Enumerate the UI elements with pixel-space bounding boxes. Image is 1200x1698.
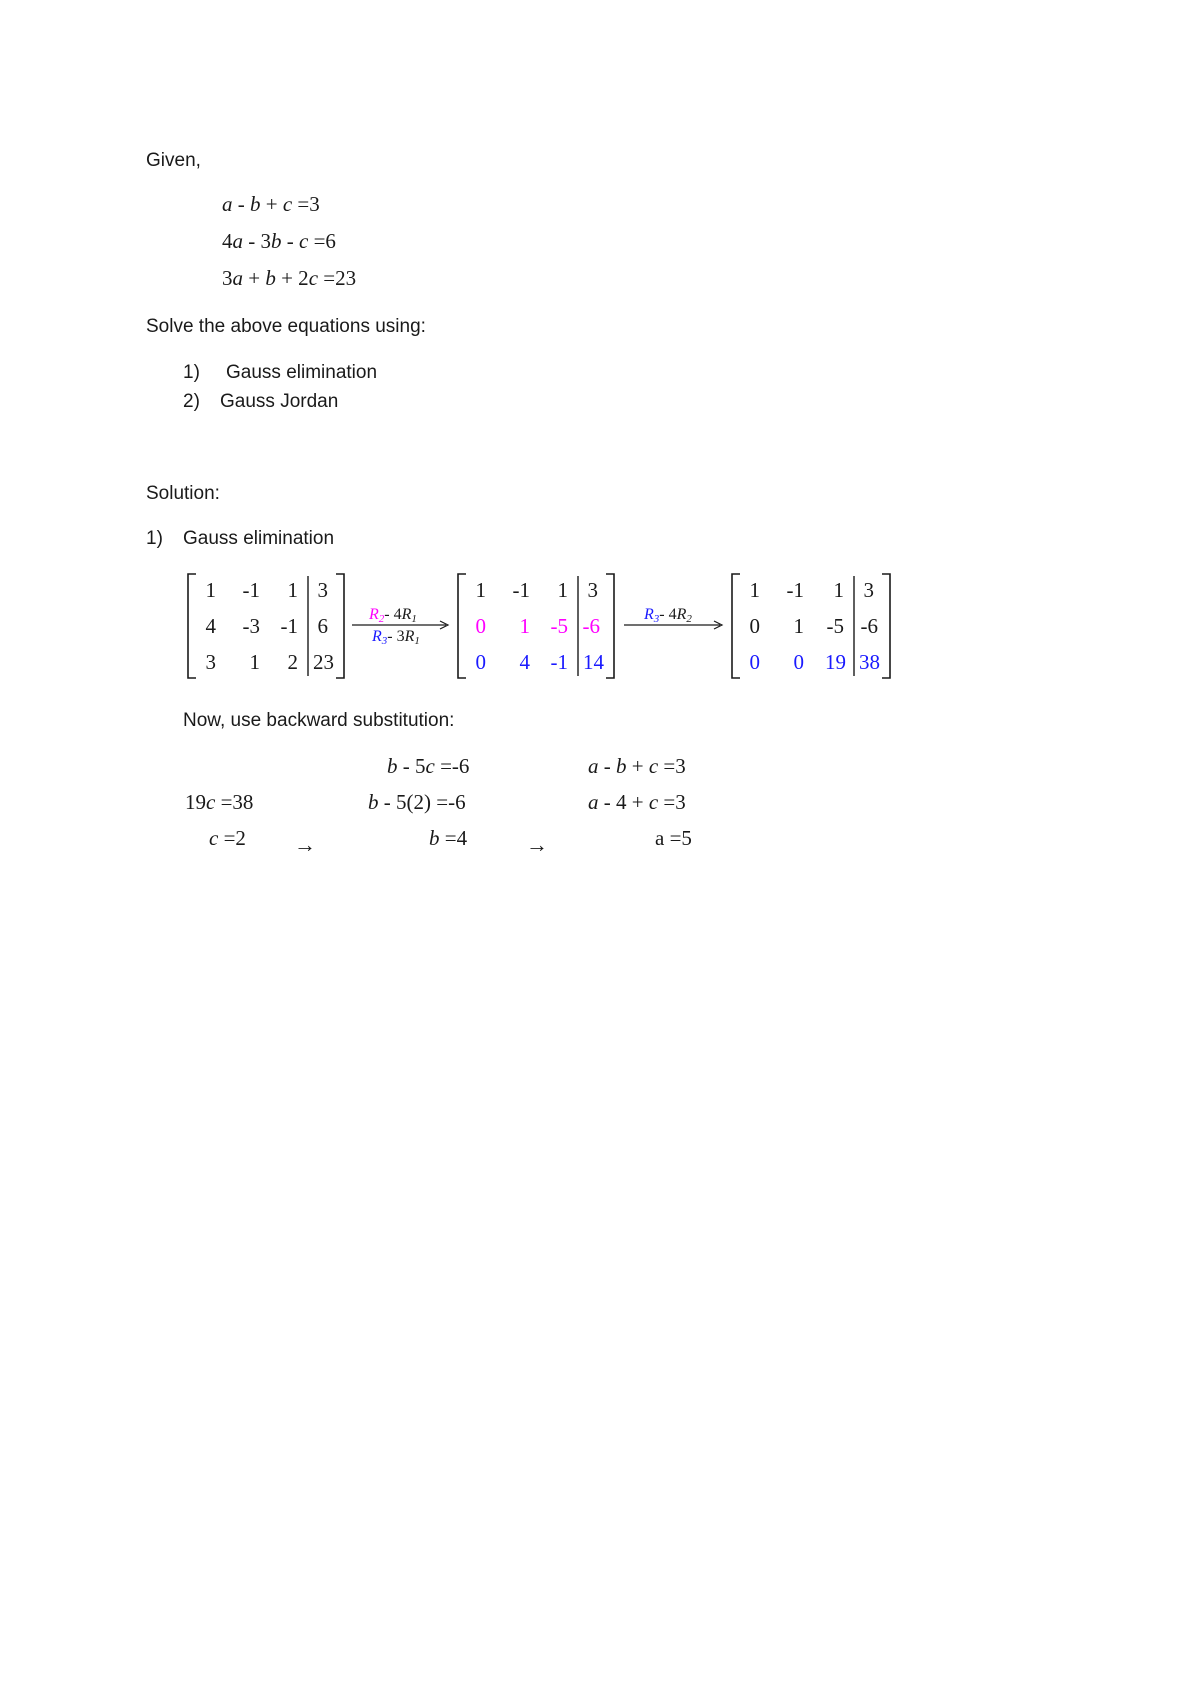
- m1-cell: 23: [313, 650, 334, 674]
- m2-cell: 3: [587, 578, 598, 602]
- equation-2: 4a - 3b - c =6: [222, 229, 336, 253]
- op2-arrow: [622, 618, 726, 632]
- m3-cell: 1: [793, 614, 804, 638]
- m3-cell: 0: [793, 650, 804, 674]
- m2-cell: 0: [475, 650, 486, 674]
- m2-cell: -1: [550, 650, 568, 674]
- back-sub-eq: a - b + c =3: [588, 754, 686, 778]
- m3-cell: -1: [786, 578, 804, 602]
- m2-cell: 0: [475, 614, 486, 638]
- back-sub-eq: a - 4 + c =3: [588, 790, 686, 814]
- m3-cell: 1: [749, 578, 760, 602]
- m2-cell: -5: [550, 614, 568, 638]
- solution-heading: Solution:: [146, 483, 220, 504]
- method-1-num: 1): [183, 362, 200, 383]
- m2-cell: 1: [557, 578, 568, 602]
- m2-cell: -6: [582, 614, 600, 638]
- arrow-right-icon: →: [526, 832, 548, 857]
- back-sub-eq: a =5: [655, 826, 692, 850]
- m3-cell: 1: [833, 578, 844, 602]
- section-label: Gauss elimination: [183, 528, 335, 549]
- m2-cell: 1: [475, 578, 486, 602]
- section-num: 1): [146, 528, 163, 549]
- back-sub-eq: 19c =38: [185, 790, 254, 814]
- equation-3: 3a + b + 2c =23: [222, 266, 357, 290]
- m1-cell: -1: [280, 614, 298, 638]
- m1-cell: 3: [317, 578, 328, 602]
- backward-text: Now, use backward substitution:: [183, 710, 455, 731]
- method-2-label: Gauss Jordan: [220, 391, 339, 412]
- op1-line2: $R_3-$ $3R_1$: [372, 628, 420, 647]
- op1-line1: $R_2-$ $4R_1$: [369, 606, 417, 625]
- m2-cell: -1: [512, 578, 530, 602]
- equation-1: a - b + c =3: [222, 192, 320, 216]
- op1-arrow: [350, 618, 452, 632]
- m3-cell: 19: [825, 650, 846, 674]
- m1-cell: -3: [242, 614, 260, 638]
- task-text: Solve the above equations using:: [146, 316, 426, 337]
- given-label: Given,: [146, 150, 201, 171]
- m3-cell: 3: [863, 578, 874, 602]
- back-sub-eq: b - 5(2) =-6: [368, 790, 466, 814]
- op2-line1: $R_3-$ $4R_2$: [644, 606, 692, 625]
- m2-cell: 1: [519, 614, 530, 638]
- method-1-label: Gauss elimination: [226, 362, 378, 383]
- m1-cell: -1: [242, 578, 260, 602]
- m1-cell: 2: [287, 650, 298, 674]
- back-sub-eq: b - 5c =-6: [387, 754, 470, 778]
- method-2-num: 2): [183, 391, 200, 412]
- m3-cell: -6: [860, 614, 878, 638]
- m1-cell: 1: [287, 578, 298, 602]
- m3-cell: 0: [749, 650, 760, 674]
- m1-cell: 1: [249, 650, 260, 674]
- m1-cell: 3: [205, 650, 216, 674]
- m3-cell: 38: [859, 650, 880, 674]
- back-sub-eq: c =2: [209, 826, 246, 850]
- m3-cell: 0: [749, 614, 760, 638]
- arrow-right-icon: →: [294, 832, 316, 857]
- back-sub-eq: b =4: [429, 826, 468, 850]
- m2-cell: 14: [583, 650, 604, 674]
- m2-cell: 4: [519, 650, 530, 674]
- m1-cell: 6: [317, 614, 328, 638]
- m1-cell: 1: [205, 578, 216, 602]
- m3-cell: -5: [826, 614, 844, 638]
- m1-cell: 4: [205, 614, 216, 638]
